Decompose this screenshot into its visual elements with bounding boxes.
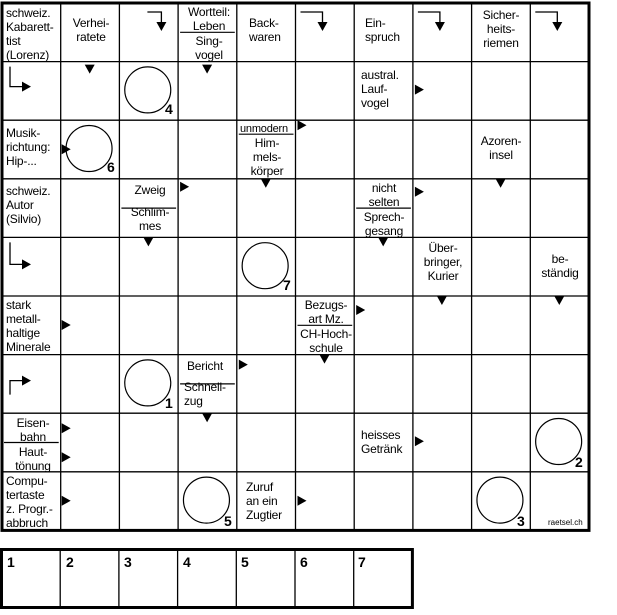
solution-cell-number: 6 bbox=[300, 554, 308, 570]
clue-kabarettist bbox=[6, 6, 54, 62]
arrow-down-icon bbox=[156, 22, 166, 31]
arrow-down-icon bbox=[554, 296, 564, 305]
arrow-right-icon bbox=[239, 360, 248, 370]
solution-cell-number: 7 bbox=[358, 554, 366, 570]
solution-cell-number: 3 bbox=[124, 554, 132, 570]
clue-line: (Silvio) bbox=[6, 212, 42, 226]
solution-circle bbox=[125, 360, 171, 406]
clue-line: heits- bbox=[486, 22, 516, 36]
solution-circle bbox=[66, 126, 112, 172]
clue-line: gesang bbox=[364, 224, 404, 238]
solution-marker: 3 bbox=[517, 513, 525, 529]
clue-line: schweiz. bbox=[6, 6, 51, 20]
clue-line: art Mz. bbox=[308, 312, 344, 326]
arrow-down-icon bbox=[85, 65, 95, 74]
arrow-down-icon bbox=[202, 413, 212, 422]
clue-line: selten bbox=[368, 195, 400, 209]
solution-row bbox=[0, 548, 416, 610]
clue-line: richtung: bbox=[6, 140, 51, 154]
solution-marker: 6 bbox=[107, 159, 115, 175]
solution-marker: 5 bbox=[224, 513, 232, 529]
clue-line: Minerale bbox=[6, 340, 51, 354]
clue-line: Musik- bbox=[6, 126, 41, 140]
clue-line: schule bbox=[309, 341, 343, 355]
arrow-down-icon bbox=[320, 355, 330, 364]
solution-marker: 7 bbox=[283, 277, 291, 293]
clue-line: Bericht bbox=[187, 359, 223, 373]
clue-unmodern bbox=[240, 122, 288, 136]
solution-marker: 4 bbox=[165, 101, 173, 117]
clue-line: abbruch bbox=[6, 516, 48, 530]
clue-line: Bezugs- bbox=[304, 298, 348, 312]
clue-line: Autor bbox=[6, 198, 34, 212]
clue-verheiratete bbox=[62, 16, 120, 44]
clue-line: insel bbox=[489, 148, 513, 162]
clue-line: Azoren- bbox=[480, 134, 522, 148]
arrow-down-icon bbox=[435, 22, 445, 31]
clue-himmelskoerper bbox=[238, 136, 296, 178]
clue-schnellzug bbox=[184, 380, 226, 408]
clue-line: Kurier bbox=[427, 269, 459, 283]
clue-eisenbahn bbox=[4, 416, 62, 444]
clue-line: Verhei- bbox=[72, 16, 110, 30]
clue-schlimmes bbox=[121, 205, 179, 233]
arrow-right-icon bbox=[22, 259, 31, 269]
clue-laufvogel bbox=[361, 68, 399, 110]
arrow-right-icon bbox=[415, 85, 424, 95]
clue-line: bahn bbox=[20, 430, 46, 444]
clue-bestaendig bbox=[531, 252, 589, 280]
arrow-right-icon bbox=[62, 320, 71, 330]
clue-line: Compu- bbox=[6, 474, 48, 488]
arrow-right-icon bbox=[22, 82, 31, 92]
clue-line: tertaste bbox=[6, 488, 45, 502]
clue-line: Zugtier bbox=[246, 508, 282, 522]
clue-line: Him- bbox=[254, 136, 280, 150]
clue-line: ständig bbox=[541, 266, 579, 280]
clue-line: unmodern bbox=[240, 123, 288, 135]
clue-line: ratete bbox=[76, 30, 106, 44]
clue-line: Sprech- bbox=[363, 210, 405, 224]
clue-line: Getränk bbox=[361, 442, 403, 456]
arrow-down-icon bbox=[261, 179, 271, 188]
clue-line: vogel bbox=[361, 96, 389, 110]
arrow-right-icon bbox=[62, 423, 71, 433]
clue-line: bringer, bbox=[423, 255, 463, 269]
clue-line: Eisen- bbox=[16, 416, 50, 430]
clue-sprechgesang bbox=[355, 210, 413, 238]
solution-circle bbox=[125, 67, 171, 113]
arrow-right-icon bbox=[180, 182, 189, 192]
arrow-down-icon bbox=[318, 22, 328, 31]
clue-line: metall- bbox=[6, 312, 41, 326]
solution-cell-number: 5 bbox=[241, 554, 249, 570]
clue-azoreninsel bbox=[472, 134, 530, 162]
clue-line: körper bbox=[250, 164, 284, 178]
arrow-down-icon bbox=[496, 179, 506, 188]
elbow-arrow-line bbox=[10, 242, 22, 264]
clue-line: CH-Hoch- bbox=[300, 327, 352, 341]
clue-backwaren bbox=[249, 16, 281, 44]
arrow-right-icon bbox=[62, 452, 71, 462]
arrow-down-icon bbox=[437, 296, 447, 305]
clue-line: tist bbox=[6, 34, 21, 48]
clue-singvogel bbox=[180, 34, 238, 62]
elbow-arrow-line bbox=[147, 12, 161, 22]
clue-line: waren bbox=[249, 30, 281, 44]
solution-cell-number: 2 bbox=[66, 554, 74, 570]
clue-zweig bbox=[121, 183, 179, 197]
elbow-arrow-line bbox=[10, 381, 22, 395]
arrow-down-icon bbox=[378, 237, 388, 246]
arrow-down-icon bbox=[143, 237, 153, 246]
clue-musikrichtung bbox=[6, 126, 50, 168]
clue-line: Wortteil: bbox=[188, 5, 230, 19]
clue-autor bbox=[6, 184, 50, 226]
solution-marker: 1 bbox=[165, 395, 173, 411]
clue-hauttoenung bbox=[4, 445, 62, 473]
credit-label: raetsel.ch bbox=[548, 518, 583, 527]
clue-bericht bbox=[187, 359, 223, 373]
clue-wortteil bbox=[180, 5, 238, 33]
clue-nichtselten bbox=[355, 181, 413, 209]
solution-border bbox=[2, 550, 413, 608]
clue-line: Zweig bbox=[134, 183, 166, 197]
solution-cell-number: 1 bbox=[7, 554, 15, 570]
solution-cell-number: 4 bbox=[183, 554, 191, 570]
clue-line: nicht bbox=[371, 181, 397, 195]
arrow-right-icon bbox=[62, 496, 71, 506]
clue-line: Lauf- bbox=[361, 82, 388, 96]
clue-zuruf bbox=[246, 480, 282, 522]
clue-line: Sing- bbox=[195, 34, 223, 48]
clue-line: z. Progr.- bbox=[6, 502, 53, 516]
arrow-right-icon bbox=[22, 376, 31, 386]
clue-heissesgetraenk bbox=[361, 428, 402, 456]
clue-line: Ein- bbox=[365, 16, 386, 30]
elbow-arrow-line bbox=[418, 12, 440, 22]
clue-line: an ein bbox=[246, 494, 278, 508]
solution-marker: 2 bbox=[575, 454, 583, 470]
clue-minerale bbox=[6, 298, 50, 354]
clue-ueberbringer bbox=[414, 241, 472, 283]
clue-line: Schlim- bbox=[130, 205, 170, 219]
arrow-down-icon bbox=[552, 22, 562, 31]
clue-line: be- bbox=[551, 252, 569, 266]
arrow-right-icon bbox=[415, 187, 424, 197]
arrow-right-icon bbox=[415, 436, 424, 446]
clue-line: mes bbox=[138, 219, 162, 233]
clue-bezugsart bbox=[297, 298, 355, 326]
clue-line: mels- bbox=[252, 150, 282, 164]
solution-circle bbox=[183, 477, 229, 523]
elbow-arrow-line bbox=[535, 12, 557, 22]
elbow-arrow-line bbox=[10, 67, 22, 87]
clue-line: vogel bbox=[195, 48, 223, 62]
clue-computertaste bbox=[6, 474, 53, 530]
arrow-right-icon bbox=[356, 305, 365, 315]
clue-line: Zuruf bbox=[246, 480, 274, 494]
clue-line: Sicher- bbox=[482, 8, 520, 22]
clue-line: spruch bbox=[365, 30, 400, 44]
clue-line: Kabarett- bbox=[6, 20, 54, 34]
clue-chhochschule bbox=[297, 327, 355, 355]
clue-line: heisses bbox=[361, 428, 401, 442]
clue-line: Hip-... bbox=[6, 154, 37, 168]
clue-sicherheitsriemen bbox=[472, 8, 530, 50]
clue-line: Leben bbox=[192, 19, 226, 33]
arrow-down-icon bbox=[202, 65, 212, 74]
clue-line: riemen bbox=[483, 36, 519, 50]
clue-line: zug bbox=[184, 394, 203, 408]
clue-line: schweiz. bbox=[6, 184, 51, 198]
solution-row-lines bbox=[0, 548, 416, 610]
clue-line: haltige bbox=[6, 326, 40, 340]
elbow-arrow-line bbox=[301, 12, 323, 22]
clue-line: Schnell- bbox=[184, 380, 226, 394]
arrow-right-icon bbox=[298, 496, 307, 506]
clue-line: Über- bbox=[428, 241, 458, 255]
clue-line: Back- bbox=[249, 16, 279, 30]
clue-line: austral. bbox=[361, 68, 399, 82]
clue-line: stark bbox=[6, 298, 32, 312]
clue-einspruch bbox=[365, 16, 400, 44]
clue-line: (Lorenz) bbox=[6, 48, 50, 62]
clue-line: tönung bbox=[15, 459, 51, 473]
solution-circle bbox=[242, 243, 288, 289]
clue-line: Haut- bbox=[18, 445, 48, 459]
arrow-right-icon bbox=[298, 120, 307, 130]
